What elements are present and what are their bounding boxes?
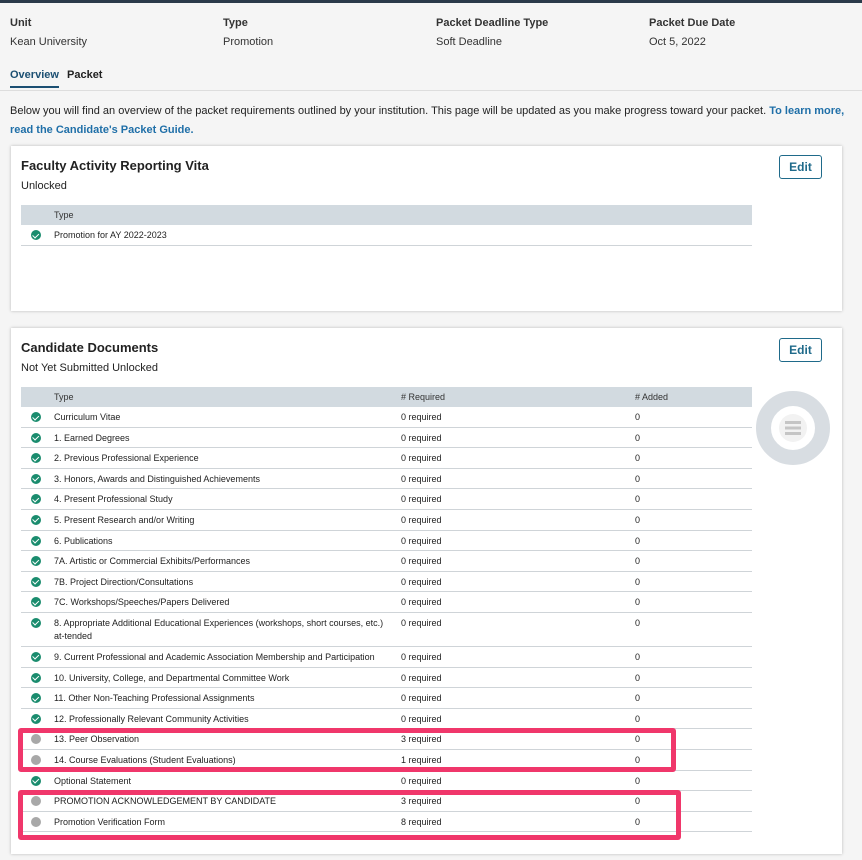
row-type: 8. Appropriate Additional Educational Experiences (workshops, short courses, etc.) at-tended [54,617,384,641]
table-row [21,668,752,689]
row-required: 0 required [401,617,442,628]
table-row [21,812,752,833]
row-type: 7B. Project Direction/Consultations [54,576,194,587]
pending-circle-icon [31,796,41,806]
check-circle-icon [31,693,41,703]
col-type: Type [54,392,74,402]
row-added: 0 [635,672,641,683]
row-added: 0 [635,617,641,628]
vita-card-status: Unlocked [21,180,67,192]
table-row [21,510,752,531]
vita-table [21,205,752,246]
pending-circle-icon [31,817,41,827]
table-row [21,613,752,647]
row-required: 0 required [401,494,442,505]
check-circle-icon [31,577,41,587]
row-type: 7C. Workshops/Speeches/Papers Delivered [54,597,230,608]
vita-col-type: Type [54,210,74,220]
row-type: 2. Previous Professional Experience [54,453,199,464]
row-added: 0 [635,597,641,608]
documents-card-status: Not Yet Submitted Unlocked [21,362,158,374]
row-added: 0 [635,453,641,464]
row-type: 13. Peer Observation [54,734,140,745]
row-added: 0 [635,556,641,567]
vita-table-header [21,205,752,225]
check-circle-icon [31,618,41,628]
row-type: 9. Current Professional and Academic Association Membership and Participation [54,651,375,662]
row-type: Promotion for AY 2022-2023 [54,230,167,240]
table-row [21,448,752,469]
row-required: 0 required [401,651,442,662]
documents-edit-button[interactable]: Edit [779,338,822,362]
table-row [21,688,752,709]
table-row [21,551,752,572]
row-required: 0 required [401,775,442,786]
progress-donut [755,390,831,466]
row-added: 0 [635,775,641,786]
check-circle-icon [31,714,41,724]
unit-meta [10,16,87,49]
packet-meta [10,16,860,52]
check-circle-icon [31,776,41,786]
row-added: 0 [635,514,641,525]
check-circle-icon [31,494,41,504]
deadline-type-label: Packet Deadline Type [436,17,549,29]
document-stack-icon [779,414,807,442]
row-type: 4. Present Professional Study [54,494,173,505]
row-added: 0 [635,473,641,484]
table-row [21,729,752,750]
packet-guide-link[interactable]: To learn more, read the Candidate's Packet Guide. [10,105,845,136]
check-circle-icon [31,597,41,607]
table-row [21,791,752,812]
check-circle-icon [31,515,41,525]
row-added: 0 [635,693,641,704]
intro-text: Below you will find an overview of the packet requirements outlined by your institution. This page will be updated as you make progress toward your packet. [10,105,770,117]
table-row [21,771,752,792]
row-type: Optional Statement [54,775,132,786]
table-row [21,225,752,246]
row-type: PROMOTION ACKNOWLEDGEMENT BY CANDIDATE [54,796,277,807]
row-added: 0 [635,754,641,765]
intro-paragraph [10,102,846,140]
table-row [21,407,752,428]
vita-card-title: Faculty Activity Reporting Vita [21,158,209,173]
row-type: 6. Publications [54,535,113,546]
type-meta [223,16,273,49]
candidate-documents-card [11,328,842,854]
documents-card-title: Candidate Documents [21,340,159,355]
row-required: 0 required [401,556,442,567]
due-date-meta [649,16,735,49]
row-added: 0 [635,734,641,745]
row-required: 0 required [401,576,442,587]
check-circle-icon [31,474,41,484]
row-required: 8 required [401,816,442,827]
vita-edit-button[interactable]: Edit [779,155,822,179]
documents-table [21,387,752,832]
row-added: 0 [635,576,641,587]
row-added: 0 [635,816,641,827]
vita-card [11,146,842,311]
row-required: 3 required [401,796,442,807]
pending-circle-icon [31,755,41,765]
row-required: 0 required [401,535,442,546]
row-type: 5. Present Research and/or Writing [54,514,195,525]
row-added: 0 [635,432,641,443]
tab-packet[interactable]: Packet [67,69,103,81]
unit-value: Kean University [10,36,88,48]
check-circle-icon [31,412,41,422]
pending-circle-icon [31,734,41,744]
table-row [21,469,752,490]
documents-table-body [21,407,752,832]
table-row [21,531,752,552]
row-type: 14. Course Evaluations (Student Evaluations) [54,754,236,765]
table-row [21,572,752,593]
due-date-value: Oct 5, 2022 [649,36,706,48]
col-added: # Added [635,392,669,402]
row-required: 1 required [401,754,442,765]
table-row [21,489,752,510]
check-circle-icon [31,453,41,463]
row-type: Curriculum Vitae [54,412,121,422]
col-required: # Required [401,392,446,402]
row-required: 0 required [401,514,442,525]
row-added: 0 [635,535,641,546]
row-required: 0 required [401,412,442,422]
row-required: 0 required [401,597,442,608]
row-type: 7A. Artistic or Commercial Exhibits/Performances [54,556,251,567]
row-required: 0 required [401,432,442,443]
documents-table-header [21,387,752,407]
row-type: 11. Other Non-Teaching Professional Assignments [54,693,255,704]
row-type: 12. Professionally Relevant Community Activities [54,713,249,724]
check-circle-icon [31,433,41,443]
due-date-label: Packet Due Date [649,17,736,29]
table-row [21,647,752,668]
type-label: Type [223,17,248,29]
deadline-type-meta [436,16,548,49]
check-circle-icon [31,230,41,240]
table-row [21,709,752,730]
check-circle-icon [31,556,41,566]
type-value: Promotion [223,36,274,48]
deadline-type-value: Soft Deadline [436,36,503,48]
top-bar [0,0,862,3]
row-required: 0 required [401,672,442,683]
row-required: 0 required [401,453,442,464]
table-row [21,750,752,771]
row-added: 0 [635,651,641,662]
tab-overview[interactable]: Overview [10,68,59,88]
check-circle-icon [31,652,41,662]
row-added: 0 [635,713,641,724]
row-added: 0 [635,796,641,807]
row-required: 0 required [401,693,442,704]
row-required: 0 required [401,473,442,484]
row-added: 0 [635,412,641,422]
table-row [21,592,752,613]
row-required: 3 required [401,734,442,745]
row-type: Promotion Verification Form [54,816,166,827]
check-circle-icon [31,536,41,546]
unit-label: Unit [10,17,32,29]
row-added: 0 [635,494,641,505]
tab-divider [0,90,862,91]
row-required: 0 required [401,713,442,724]
table-row [21,428,752,449]
row-type: 3. Honors, Awards and Distinguished Achievements [54,473,260,484]
row-type: 10. University, College, and Departmental Committee Work [54,672,290,683]
check-circle-icon [31,673,41,683]
row-type: 1. Earned Degrees [54,432,130,443]
